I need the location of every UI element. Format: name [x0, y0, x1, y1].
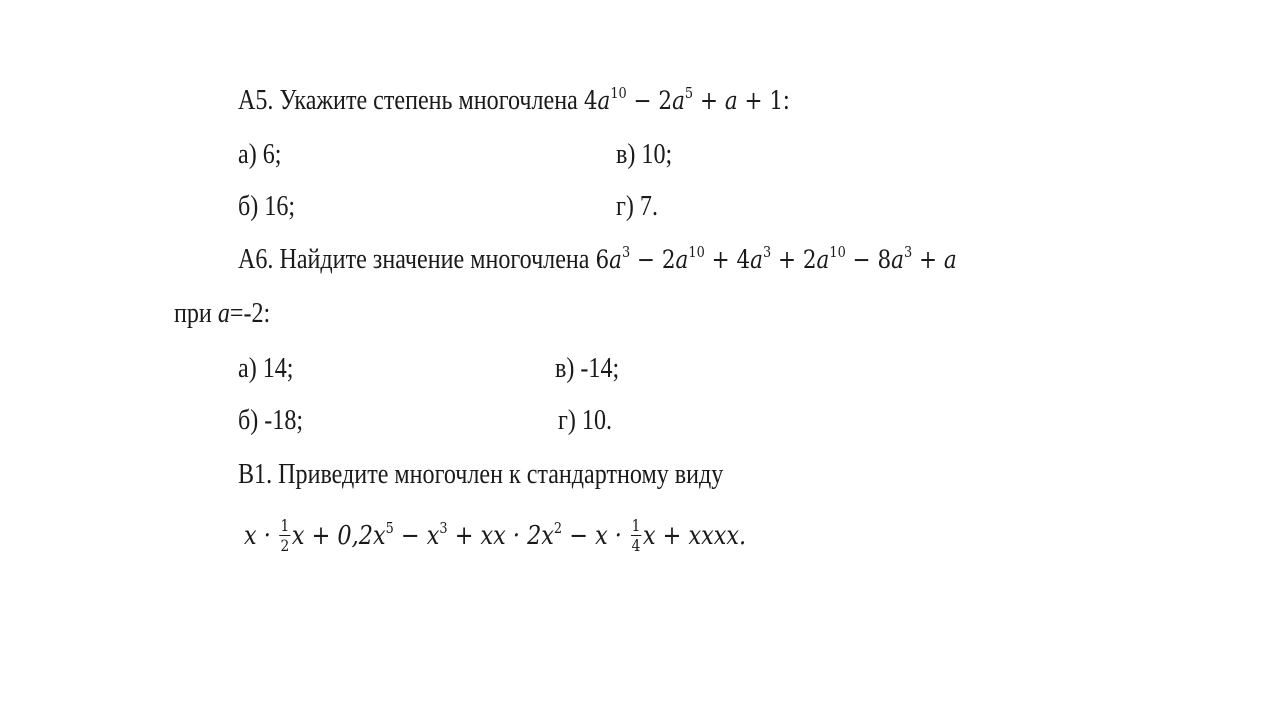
question-b1-expression: x · $\frac{1}{2}$ $x + 0,2x^5 - x^3$ + xx · $2x^2 - x$ · $\frac{1}{4}$ x + xxxx. — [244, 515, 747, 555]
fraction-one-quarter: $\frac{1}{4}$ — [631, 515, 641, 555]
question-a5-text: А5. Укажите степень многочлена — [238, 85, 584, 116]
a6-option-b: б) -18; — [238, 405, 304, 436]
question-a5: А5. Укажите степень многочлена $4a^{10} - 2a^5 + a + 1$: — [238, 84, 790, 116]
a5-option-v: в) 10; — [616, 139, 673, 170]
a6-option-v: в) -14; — [555, 353, 620, 384]
question-a6-condition: при a=-2: — [174, 298, 271, 329]
fraction-one-half: $\frac{1}{2}$ — [280, 515, 290, 555]
a6-option-g: г) 10. — [558, 405, 613, 436]
a6-option-a: а) 14; — [238, 353, 294, 384]
a5-option-a: а) 6; — [238, 139, 282, 170]
question-a6-polynomial: $6a^3 - 2a^{10} + 4a^3 + 2a^{10} - 8a^3 + a$ — [595, 243, 957, 274]
a5-option-g: г) 7. — [616, 191, 658, 222]
question-a6-text: А6. Найдите значение многочлена — [238, 244, 596, 275]
question-a6 — [238, 243, 957, 277]
question-a5-polynomial: $4a^{10} - 2a^5 + a + 1$ — [583, 84, 783, 115]
a5-option-b: б) 16; — [238, 191, 296, 222]
question-b1: В1. Приведите многочлен к стандартному виду — [238, 459, 724, 490]
